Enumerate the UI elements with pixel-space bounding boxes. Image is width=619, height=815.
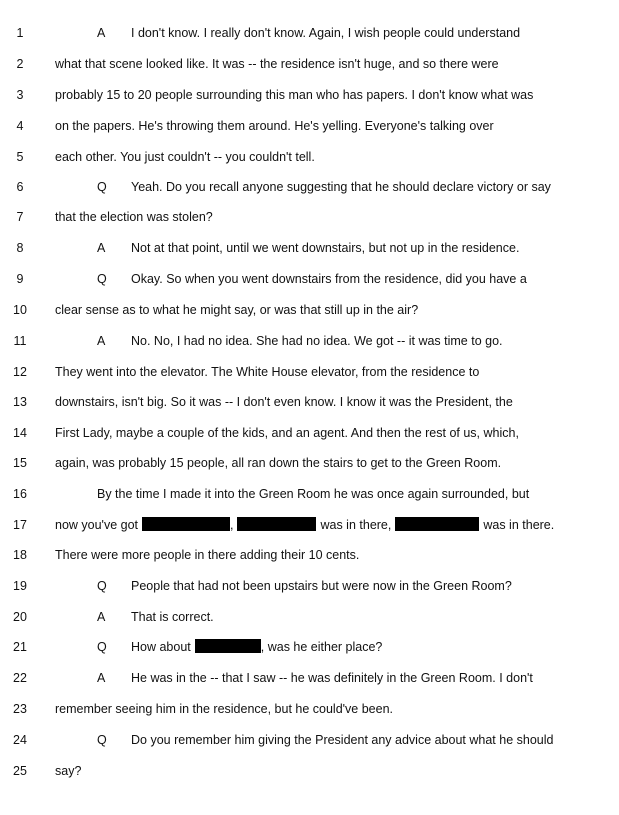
line-text: that the election was stolen?	[55, 210, 213, 224]
line-text	[97, 732, 615, 748]
line-text: say?	[55, 764, 82, 778]
line-number: 24	[13, 733, 27, 747]
transcript-line-5	[0, 149, 619, 179]
line-content: He was in the -- that I saw -- he was definitely in the Green Room. I don't	[131, 671, 533, 685]
transcript-line-1	[0, 25, 619, 55]
line-content: Not at that point, until we went downstairs, but not up in the residence.	[131, 241, 520, 255]
line-text: probably 15 to 20 people surrounding this man who has papers. I don't know what was	[55, 88, 534, 102]
line-text: what that scene looked like. It was -- the residence isn't huge, and so there were	[55, 57, 499, 71]
line-number: 19	[13, 579, 27, 593]
line-content: I don't know. I really don't know. Again, I wish people could understand	[131, 26, 521, 40]
transcript-line-7	[0, 209, 619, 239]
line-text	[97, 25, 615, 41]
line-text: By the time I made it into the Green Room he was once again surrounded, but	[97, 487, 530, 501]
transcript-line-25	[0, 763, 619, 793]
redaction-bar	[142, 517, 230, 531]
speaker-label: Q	[97, 579, 107, 593]
line-number: 16	[13, 487, 27, 501]
speaker-label: Q	[97, 180, 107, 194]
line-text	[55, 517, 615, 533]
line-content: No. No, I had no idea. She had no idea. We got -- it was time to go.	[131, 334, 503, 348]
transcript-line-18	[0, 547, 619, 577]
line-number: 13	[13, 395, 27, 409]
line-content: People that had not been upstairs but were now in the Green Room?	[131, 579, 512, 593]
line-number: 17	[13, 518, 27, 532]
line-content: Do you remember him giving the President any advice about what he should	[131, 733, 554, 747]
line-text	[97, 639, 615, 655]
line-content: now you've got	[55, 518, 138, 532]
line-number: 25	[13, 764, 27, 778]
transcript-line-6	[0, 179, 619, 209]
line-number: 3	[16, 88, 24, 102]
transcript-line-2	[0, 56, 619, 86]
line-number: 4	[16, 119, 24, 133]
transcript-line-14	[0, 425, 619, 455]
line-text: clear sense as to what he might say, or was that still up in the air?	[55, 303, 419, 317]
line-text	[97, 179, 615, 195]
line-number: 10	[13, 303, 27, 317]
line-text: First Lady, maybe a couple of the kids, and an agent. And then the rest of us, which,	[55, 426, 519, 440]
line-content: , was he either place?	[260, 640, 383, 654]
line-text: again, was probably 15 people, all ran down the stairs to get to the Green Room.	[55, 456, 502, 470]
line-text: on the papers. He's throwing them around. He's yelling. Everyone's talking over	[55, 119, 494, 133]
transcript-line-19	[0, 578, 619, 608]
transcript-line-17	[0, 517, 619, 547]
line-text: each other. You just couldn't -- you couldn't tell.	[55, 150, 315, 164]
line-number: 21	[13, 640, 27, 654]
line-content: Okay. So when you went downstairs from the residence, did you have a	[131, 272, 527, 286]
line-number: 15	[13, 456, 27, 470]
transcript-line-15	[0, 455, 619, 485]
transcript-line-23	[0, 701, 619, 731]
line-text	[97, 240, 615, 256]
line-text: There were more people in there adding their 10 cents.	[55, 548, 360, 562]
redaction-bar	[395, 517, 479, 531]
line-text	[97, 333, 615, 349]
line-content: How about	[131, 640, 191, 654]
line-number: 11	[13, 334, 27, 348]
line-content: That is correct.	[131, 610, 214, 624]
line-text	[97, 271, 615, 287]
transcript-line-10	[0, 302, 619, 332]
transcript-line-3	[0, 87, 619, 117]
speaker-label: A	[97, 26, 106, 40]
transcript-line-13	[0, 394, 619, 424]
line-number: 14	[13, 426, 27, 440]
transcript-line-21	[0, 639, 619, 669]
redaction-bar	[237, 517, 316, 531]
line-number: 1	[16, 26, 24, 40]
line-number: 22	[13, 671, 27, 685]
line-number: 20	[13, 610, 27, 624]
line-content: was in there,	[320, 518, 392, 532]
line-number: 8	[16, 241, 24, 255]
line-number: 12	[13, 365, 27, 379]
line-number: 2	[16, 57, 24, 71]
line-number: 7	[16, 210, 24, 224]
speaker-label: Q	[97, 733, 107, 747]
speaker-label: A	[97, 671, 106, 685]
speaker-label: Q	[97, 640, 107, 654]
transcript-line-12	[0, 364, 619, 394]
line-content: ,	[230, 518, 234, 532]
transcript-line-22	[0, 670, 619, 700]
line-content: was in there.	[483, 518, 555, 532]
line-number: 23	[13, 702, 27, 716]
transcript-line-16	[0, 486, 619, 516]
line-text: They went into the elevator. The White House elevator, from the residence to	[55, 365, 480, 379]
line-number: 6	[16, 180, 24, 194]
line-text: remember seeing him in the residence, but he could've been.	[55, 702, 394, 716]
line-number: 9	[16, 272, 24, 286]
line-text	[97, 578, 615, 594]
line-text	[97, 609, 615, 625]
transcript-line-20	[0, 609, 619, 639]
line-text	[97, 670, 615, 686]
speaker-label: Q	[97, 272, 107, 286]
redaction-bar	[195, 639, 261, 653]
line-content: Yeah. Do you recall anyone suggesting that he should declare victory or say	[131, 180, 551, 194]
transcript-line-4	[0, 118, 619, 148]
transcript-line-9	[0, 271, 619, 301]
speaker-label: A	[97, 334, 106, 348]
speaker-label: A	[97, 241, 106, 255]
line-text: downstairs, isn't big. So it was -- I don't even know. I know it was the President, the	[55, 395, 513, 409]
transcript-line-11	[0, 333, 619, 363]
transcript-line-24	[0, 732, 619, 762]
speaker-label: A	[97, 610, 106, 624]
transcript-line-8	[0, 240, 619, 270]
line-number: 18	[13, 548, 27, 562]
line-number: 5	[16, 150, 24, 164]
